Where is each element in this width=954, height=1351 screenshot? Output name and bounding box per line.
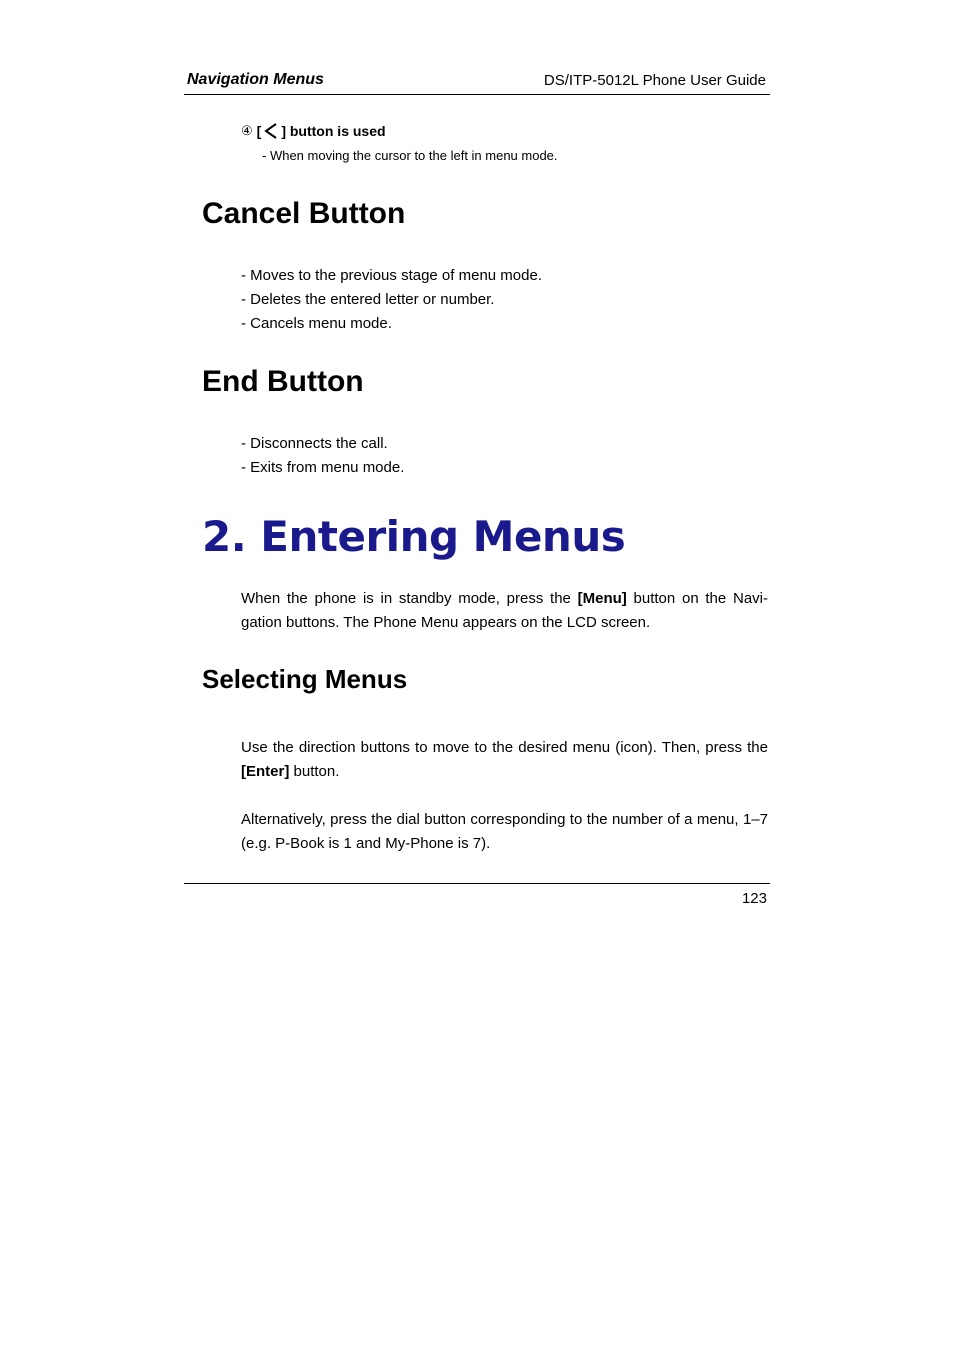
chapter-title: 2. Entering Menus [202, 512, 626, 561]
cancel-button-heading: Cancel Button [202, 197, 406, 230]
selecting-paragraph-2: Alternatively, press the dial button corresponding to the number of a menu, 1–7 (e.g. P-Book is 1 and My-Phone is 7). [241, 811, 768, 852]
list-item: - Moves to the previous stage of menu mode. [241, 267, 542, 284]
para1-text-cont: button. [289, 763, 340, 780]
end-button-heading: End Button [202, 365, 364, 398]
list-item: - Disconnects the call. [241, 435, 388, 452]
header-divider [184, 94, 770, 95]
para1-text: Use the direction buttons to move to the desired menu (icon). Then, press the [241, 739, 768, 756]
page-number: 123 [741, 890, 767, 907]
selecting-paragraph-1 [241, 736, 768, 784]
enter-key-label: [Enter] [241, 763, 290, 780]
intro-text: When the phone is in standby mode, press the [241, 590, 578, 607]
intro-text-cont: button on the Navi-gation buttons. The Phone Menu appears on the LCD screen. [241, 590, 768, 631]
header-section-title: Navigation Menus [187, 71, 324, 88]
menu-key-label: [Menu] [577, 590, 627, 607]
step-4-heading [241, 122, 386, 140]
header-guide-title: DS/ITP-5012L Phone User Guide [543, 72, 766, 89]
list-item: - Exits from menu mode. [241, 459, 405, 476]
step-number: ④ [241, 123, 253, 138]
chapter-intro-paragraph [241, 587, 768, 635]
selecting-menus-heading: Selecting Menus [202, 664, 408, 694]
footer-divider [184, 883, 770, 884]
list-item: - Deletes the entered letter or number. [241, 291, 495, 308]
step-4-description: - When moving the cursor to the left in menu mode. [262, 148, 558, 163]
list-item: - Cancels menu mode. [241, 315, 392, 332]
open-bracket: [ [256, 123, 262, 139]
step-4-label: ] button is used [281, 123, 386, 139]
chevron-left-icon [263, 122, 279, 140]
